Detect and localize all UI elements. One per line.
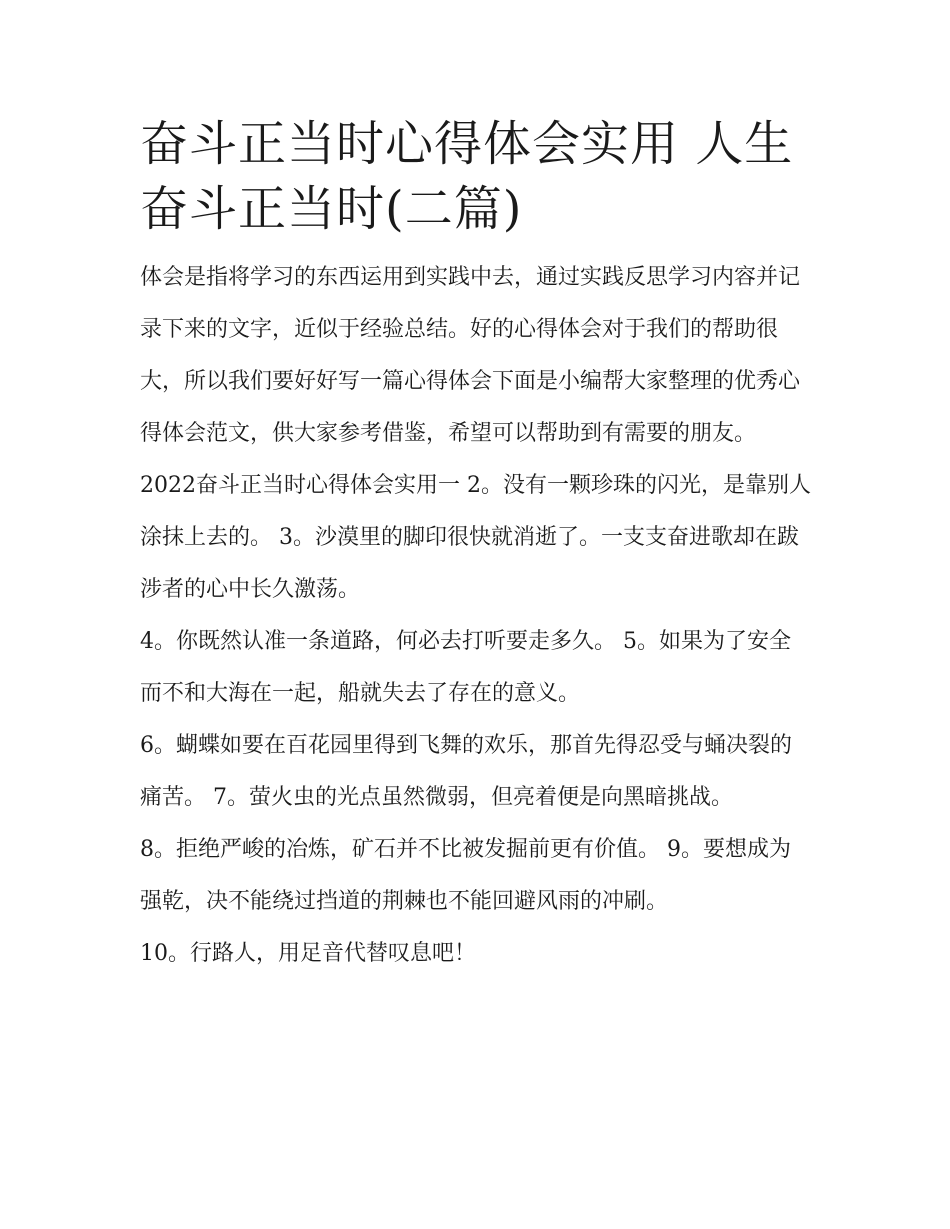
paragraph-quotes-5: 10。行路人，用足音代替叹息吧！ [140,941,476,966]
paragraph-quotes-4: 8。拒绝严峻的冶炼，矿石并不比被发掘前更有价值。 9。要想成为强乾，决不能绕过挡道的荆棘也不能回避风雨的冲刷。 [140,837,791,914]
paragraph-quotes-2: 4。你既然认准一条道路，何必去打听要走多久。 5。如果为了安全而不和大海在一起，船就失去了存在的意义。 [140,629,791,706]
document-content [140,112,812,980]
paragraph-quotes-1: 2022奋斗正当时心得体会实用一 2。没有一颗珍珠的闪光，是靠别人涂抹上去的。 3。沙漠里的脚印很快就消逝了。一支支奋进歌却在跋涉者的心中长久激荡。 [140,473,811,602]
document-title: 奋斗正当时心得体会实用 人生奋斗正当时(二篇) [140,116,794,237]
paragraph-intro: 体会是指将学习的东西运用到实践中去，通过实践反思学习内容并记录下来的文字，近似于经验总结。好的心得体会对于我们的帮助很大，所以我们要好好写一篇心得体会下面是小编帮大家整理的优秀心得体会范文，供大家参考借鉴，希望可以帮助到有需要的朋友。 [140,265,801,446]
paragraph-quotes-3: 6。蝴蝶如要在百花园里得到飞舞的欢乐，那首先得忍受与蛹决裂的痛苦。 7。萤火虫的光点虽然微弱，但亮着便是向黑暗挑战。 [140,733,792,810]
